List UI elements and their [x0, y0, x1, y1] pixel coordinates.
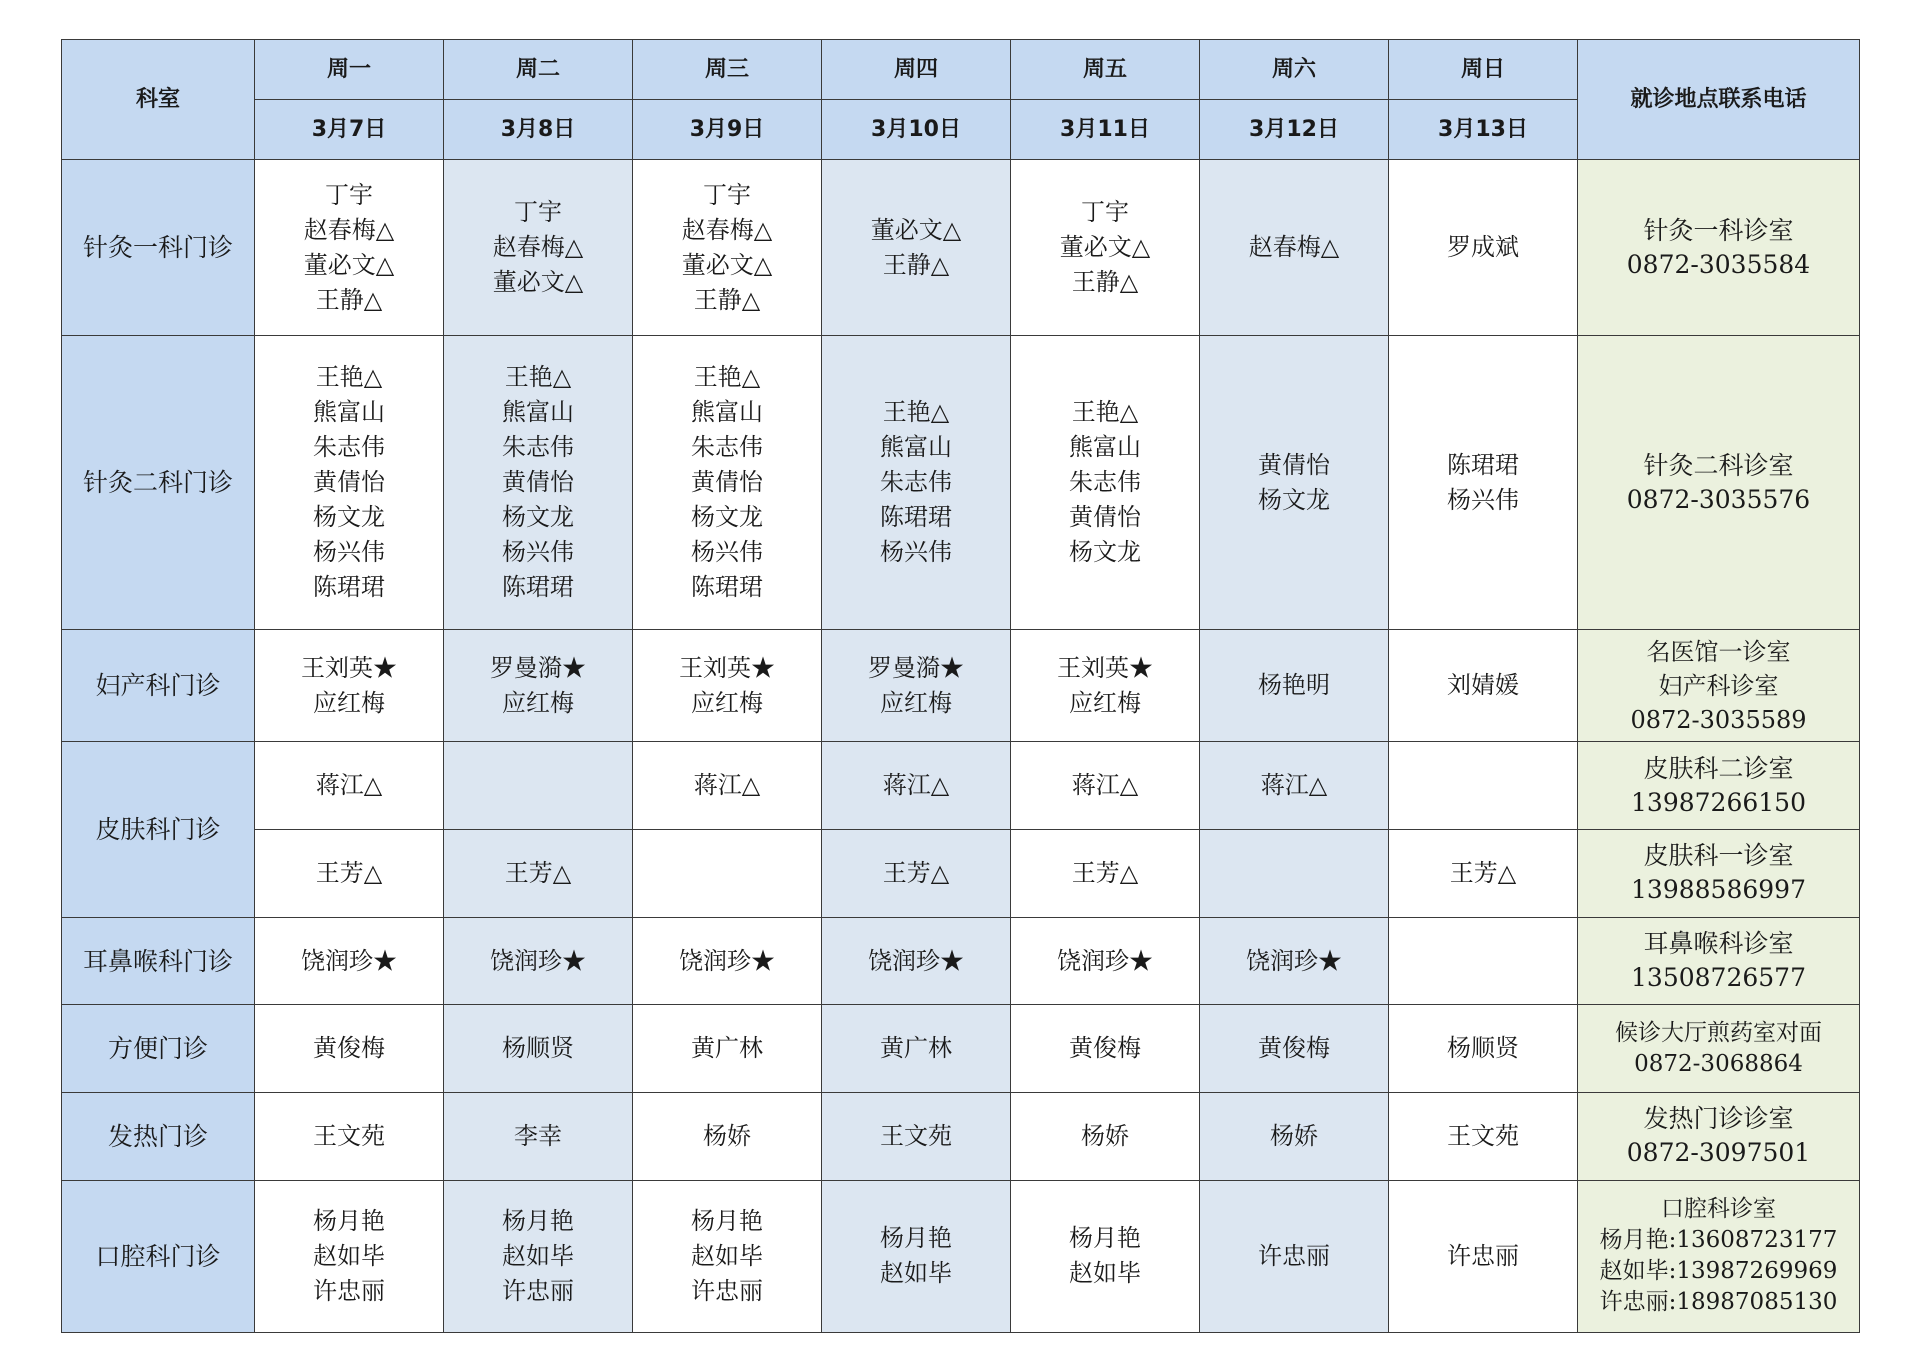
doctor-name: 黄广林 [880, 1034, 952, 1063]
doctor-name: 黄倩怡 [502, 468, 574, 497]
doctor-name: 许忠丽 [313, 1276, 385, 1305]
location-cell [1578, 630, 1860, 742]
doctor-name: 熊富山 [1069, 433, 1141, 462]
location-cell [1578, 1005, 1860, 1093]
doctor-cell [1011, 1093, 1200, 1180]
dept-cell: 针灸二科门诊 [62, 336, 255, 630]
doctor-cell [444, 1180, 633, 1332]
doctor-name: 王刘英★ [1057, 653, 1153, 682]
location-cell [1578, 1180, 1860, 1332]
doctor-cell [255, 1005, 444, 1093]
doctor-name: 黄俊梅 [313, 1034, 385, 1063]
location-line: 针灸二科诊室 [1643, 450, 1794, 480]
location-cell [1578, 160, 1860, 336]
doctor-name: 王刘英★ [301, 653, 397, 682]
doctor-cell [822, 160, 1011, 336]
table-row [62, 829, 1860, 917]
header-weekday: 周五 [1011, 40, 1200, 100]
doctor-name: 杨娇 [1081, 1121, 1129, 1150]
doctor-cell [822, 917, 1011, 1004]
doctor-cell [822, 1093, 1011, 1180]
location-line: 赵如毕:13987269969 [1599, 1258, 1838, 1285]
doctor-cell [1011, 742, 1200, 829]
doctor-cell [1389, 630, 1578, 742]
doctor-cell [1011, 336, 1200, 630]
doctor-name: 许忠丽 [502, 1276, 574, 1305]
doctor-name: 杨娇 [1270, 1121, 1318, 1150]
doctor-name: 蒋江△ [315, 771, 383, 800]
doctor-cell [1011, 630, 1200, 742]
doctor-cell [255, 829, 444, 917]
doctor-cell [633, 336, 822, 630]
location-line: 候诊大厅煎药室对面 [1615, 1019, 1822, 1046]
location-line: 发热门诊诊室 [1643, 1104, 1794, 1134]
doctor-name: 董必文△ [870, 215, 962, 244]
doctor-name: 熊富山 [502, 398, 574, 427]
doctor-name: 应红梅 [1069, 688, 1141, 717]
doctor-cell [444, 1005, 633, 1093]
location-cell [1578, 1093, 1860, 1180]
doctor-cell [255, 160, 444, 336]
location-line: 口腔科诊室 [1661, 1196, 1776, 1223]
dept-cell: 方便门诊 [62, 1005, 255, 1093]
header-date: 3月13日 [1389, 100, 1578, 160]
doctor-name: 熊富山 [313, 398, 385, 427]
doctor-cell [255, 630, 444, 742]
location-line: 0872-3097501 [1626, 1138, 1811, 1168]
doctor-name: 董必文△ [492, 268, 584, 297]
header-weekday: 周一 [255, 40, 444, 100]
location-line: 0872-3068864 [1634, 1050, 1803, 1077]
doctor-name: 王艳△ [504, 363, 572, 392]
doctor-cell [1200, 742, 1389, 829]
doctor-cell [1011, 1180, 1200, 1332]
doctor-cell [1200, 1093, 1389, 1180]
doctor-name: 朱志伟 [1069, 468, 1141, 497]
doctor-name: 王静△ [882, 250, 950, 279]
doctor-name: 杨文龙 [1258, 485, 1330, 514]
doctor-name: 熊富山 [880, 433, 952, 462]
header-location: 就诊地点联系电话 [1578, 40, 1860, 160]
doctor-cell [1200, 1180, 1389, 1332]
doctor-name: 王芳△ [1071, 858, 1139, 887]
doctor-name: 赵如毕 [313, 1241, 385, 1270]
doctor-name: 董必文△ [303, 250, 395, 279]
doctor-cell [822, 742, 1011, 829]
doctor-cell [1389, 742, 1578, 829]
header-weekday: 周日 [1389, 40, 1578, 100]
doctor-name: 饶润珍★ [1057, 946, 1153, 975]
doctor-cell [633, 160, 822, 336]
dept-cell: 口腔科门诊 [62, 1180, 255, 1332]
doctor-name: 杨文龙 [502, 503, 574, 532]
doctor-name: 杨文龙 [1069, 538, 1141, 567]
header-dept: 科室 [62, 40, 255, 160]
doctor-cell [822, 630, 1011, 742]
doctor-name: 杨月艳 [502, 1206, 574, 1235]
doctor-cell [1389, 1180, 1578, 1332]
doctor-name: 黄倩怡 [313, 468, 385, 497]
header-date: 3月7日 [255, 100, 444, 160]
doctor-name: 陈珺珺 [691, 573, 763, 602]
table-header [62, 40, 1860, 160]
doctor-cell [822, 336, 1011, 630]
doctor-name: 黄倩怡 [1069, 503, 1141, 532]
header-date: 3月12日 [1200, 100, 1389, 160]
dept-cell: 皮肤科门诊 [62, 742, 255, 917]
doctor-name: 赵如毕 [1069, 1259, 1141, 1288]
doctor-name: 许忠丽 [1447, 1241, 1519, 1270]
doctor-name: 黄广林 [691, 1034, 763, 1063]
doctor-cell [1389, 829, 1578, 917]
doctor-name: 王艳△ [1071, 398, 1139, 427]
table-row [62, 160, 1860, 336]
doctor-cell [1389, 160, 1578, 336]
doctor-cell [1200, 917, 1389, 1004]
doctor-name: 丁宇 [703, 180, 751, 209]
doctor-name: 陈珺珺 [1447, 450, 1519, 479]
location-line: 杨月艳:13608723177 [1599, 1227, 1838, 1254]
doctor-name: 王静△ [315, 285, 383, 314]
location-line: 0872-3035584 [1626, 249, 1811, 279]
table-row [62, 742, 1860, 829]
location-line: 13987266150 [1631, 787, 1806, 817]
location-line: 许忠丽:18987085130 [1599, 1289, 1838, 1316]
doctor-name: 罗成斌 [1447, 233, 1519, 262]
dept-cell: 耳鼻喉科门诊 [62, 917, 255, 1004]
doctor-name: 杨兴伟 [502, 538, 574, 567]
doctor-name: 陈珺珺 [502, 573, 574, 602]
doctor-cell [633, 917, 822, 1004]
doctor-cell [633, 1093, 822, 1180]
doctor-name: 杨月艳 [880, 1224, 952, 1253]
location-line: 皮肤科二诊室 [1643, 753, 1794, 783]
doctor-name: 王静△ [693, 285, 761, 314]
doctor-name: 应红梅 [880, 688, 952, 717]
doctor-name: 刘婧媛 [1447, 671, 1519, 700]
table-row [62, 1005, 1860, 1093]
doctor-name: 杨兴伟 [1447, 485, 1519, 514]
doctor-name: 王静△ [1071, 268, 1139, 297]
doctor-cell [444, 829, 633, 917]
doctor-name: 杨顺贤 [502, 1034, 574, 1063]
dept-cell: 发热门诊 [62, 1093, 255, 1180]
location-cell [1578, 917, 1860, 1004]
doctor-cell [1200, 829, 1389, 917]
doctor-name: 赵如毕 [691, 1241, 763, 1270]
doctor-name: 饶润珍★ [490, 946, 586, 975]
header-weekday: 周二 [444, 40, 633, 100]
location-line: 0872-3035589 [1630, 705, 1807, 734]
doctor-cell [444, 630, 633, 742]
doctor-name: 董必文△ [1059, 233, 1151, 262]
doctor-name: 黄倩怡 [1258, 450, 1330, 479]
doctor-name: 丁宇 [1081, 198, 1129, 227]
doctor-name: 杨月艳 [691, 1206, 763, 1235]
doctor-name: 黄俊梅 [1258, 1034, 1330, 1063]
location-line: 针灸一科诊室 [1643, 215, 1794, 245]
doctor-cell [255, 1180, 444, 1332]
doctor-name: 王艳△ [882, 398, 950, 427]
header-date: 3月11日 [1011, 100, 1200, 160]
doctor-name: 朱志伟 [502, 433, 574, 462]
doctor-name: 杨兴伟 [880, 538, 952, 567]
location-line: 13508726577 [1631, 963, 1806, 993]
location-line: 0872-3035576 [1626, 484, 1811, 514]
doctor-name: 朱志伟 [313, 433, 385, 462]
doctor-name: 赵春梅△ [303, 215, 395, 244]
doctor-name: 蒋江△ [1260, 771, 1328, 800]
doctor-name: 杨文龙 [313, 503, 385, 532]
doctor-cell [444, 336, 633, 630]
table-body [62, 160, 1860, 1333]
doctor-name: 赵如毕 [502, 1241, 574, 1270]
doctor-name: 王文苑 [313, 1121, 385, 1150]
doctor-name: 董必文△ [681, 250, 773, 279]
doctor-name: 王文苑 [880, 1121, 952, 1150]
doctor-name: 王芳△ [1449, 858, 1517, 887]
doctor-cell [822, 1005, 1011, 1093]
doctor-name: 杨顺贤 [1447, 1034, 1519, 1063]
doctor-name: 赵春梅△ [1248, 233, 1340, 262]
doctor-name: 赵春梅△ [492, 233, 584, 262]
doctor-name: 蒋江△ [882, 771, 950, 800]
doctor-name: 蒋江△ [693, 771, 761, 800]
doctor-cell [633, 829, 822, 917]
table-row [62, 630, 1860, 742]
dept-cell: 妇产科门诊 [62, 630, 255, 742]
doctor-name: 朱志伟 [691, 433, 763, 462]
doctor-name: 陈珺珺 [313, 573, 385, 602]
doctor-cell [1389, 1005, 1578, 1093]
location-line: 13988586997 [1631, 875, 1806, 905]
doctor-name: 杨艳明 [1258, 671, 1330, 700]
dept-cell: 针灸一科门诊 [62, 160, 255, 336]
doctor-cell [633, 742, 822, 829]
doctor-name: 蒋江△ [1071, 771, 1139, 800]
doctor-name: 王艳△ [693, 363, 761, 392]
table-row [62, 336, 1860, 630]
doctor-name: 杨月艳 [313, 1206, 385, 1235]
header-weekday: 周三 [633, 40, 822, 100]
doctor-name: 杨文龙 [691, 503, 763, 532]
doctor-cell [444, 742, 633, 829]
doctor-cell [1389, 336, 1578, 630]
location-line: 皮肤科一诊室 [1643, 841, 1794, 871]
table-row [62, 917, 1860, 1004]
doctor-name: 熊富山 [691, 398, 763, 427]
doctor-cell [255, 1093, 444, 1180]
location-line: 妇产科诊室 [1658, 671, 1779, 700]
doctor-cell [822, 829, 1011, 917]
doctor-name: 杨月艳 [1069, 1224, 1141, 1253]
doctor-name: 黄俊梅 [1069, 1034, 1141, 1063]
doctor-name: 罗曼漪★ [490, 653, 586, 682]
location-cell [1578, 336, 1860, 630]
doctor-cell [633, 1005, 822, 1093]
doctor-cell [444, 160, 633, 336]
doctor-cell [1011, 917, 1200, 1004]
doctor-name: 饶润珍★ [679, 946, 775, 975]
header-weekday: 周六 [1200, 40, 1389, 100]
doctor-name: 饶润珍★ [868, 946, 964, 975]
doctor-cell [1200, 630, 1389, 742]
location-cell [1578, 742, 1860, 829]
doctor-cell [822, 1180, 1011, 1332]
doctor-name: 罗曼漪★ [868, 653, 964, 682]
doctor-name: 应红梅 [313, 688, 385, 717]
header-date: 3月8日 [444, 100, 633, 160]
doctor-name: 王芳△ [504, 858, 572, 887]
doctor-name: 赵春梅△ [681, 215, 773, 244]
doctor-cell [1200, 1005, 1389, 1093]
doctor-cell [1011, 1005, 1200, 1093]
location-line: 耳鼻喉科诊室 [1643, 929, 1794, 959]
doctor-name: 赵如毕 [880, 1259, 952, 1288]
doctor-name: 李幸 [514, 1121, 562, 1150]
doctor-name: 许忠丽 [1258, 1241, 1330, 1270]
header-date: 3月10日 [822, 100, 1011, 160]
doctor-cell [633, 630, 822, 742]
doctor-cell [1200, 160, 1389, 336]
doctor-cell [1011, 160, 1200, 336]
doctor-name: 应红梅 [691, 688, 763, 717]
duty-schedule-table [61, 39, 1860, 1333]
header-weekday: 周四 [822, 40, 1011, 100]
doctor-name: 黄倩怡 [691, 468, 763, 497]
table-row [62, 1093, 1860, 1180]
doctor-cell [444, 917, 633, 1004]
doctor-cell [444, 1093, 633, 1180]
doctor-cell [1200, 336, 1389, 630]
doctor-name: 饶润珍★ [301, 946, 397, 975]
doctor-name: 王芳△ [315, 858, 383, 887]
doctor-name: 应红梅 [502, 688, 574, 717]
doctor-name: 杨娇 [703, 1121, 751, 1150]
doctor-cell [1389, 1093, 1578, 1180]
doctor-cell [633, 1180, 822, 1332]
doctor-cell [1011, 829, 1200, 917]
doctor-name: 丁宇 [325, 180, 373, 209]
doctor-name: 饶润珍★ [1246, 946, 1342, 975]
doctor-name: 王芳△ [882, 858, 950, 887]
table-row [62, 1180, 1860, 1332]
doctor-name: 王刘英★ [679, 653, 775, 682]
doctor-name: 王艳△ [315, 363, 383, 392]
doctor-name: 杨兴伟 [313, 538, 385, 567]
doctor-name: 杨兴伟 [691, 538, 763, 567]
doctor-name: 朱志伟 [880, 468, 952, 497]
doctor-cell [255, 742, 444, 829]
location-cell [1578, 829, 1860, 917]
doctor-name: 许忠丽 [691, 1276, 763, 1305]
header-date: 3月9日 [633, 100, 822, 160]
doctor-cell [1389, 917, 1578, 1004]
doctor-cell [255, 336, 444, 630]
doctor-name: 陈珺珺 [880, 503, 952, 532]
doctor-name: 王文苑 [1447, 1121, 1519, 1150]
doctor-cell [255, 917, 444, 1004]
location-line: 名医馆一诊室 [1646, 637, 1791, 666]
doctor-name: 丁宇 [514, 198, 562, 227]
